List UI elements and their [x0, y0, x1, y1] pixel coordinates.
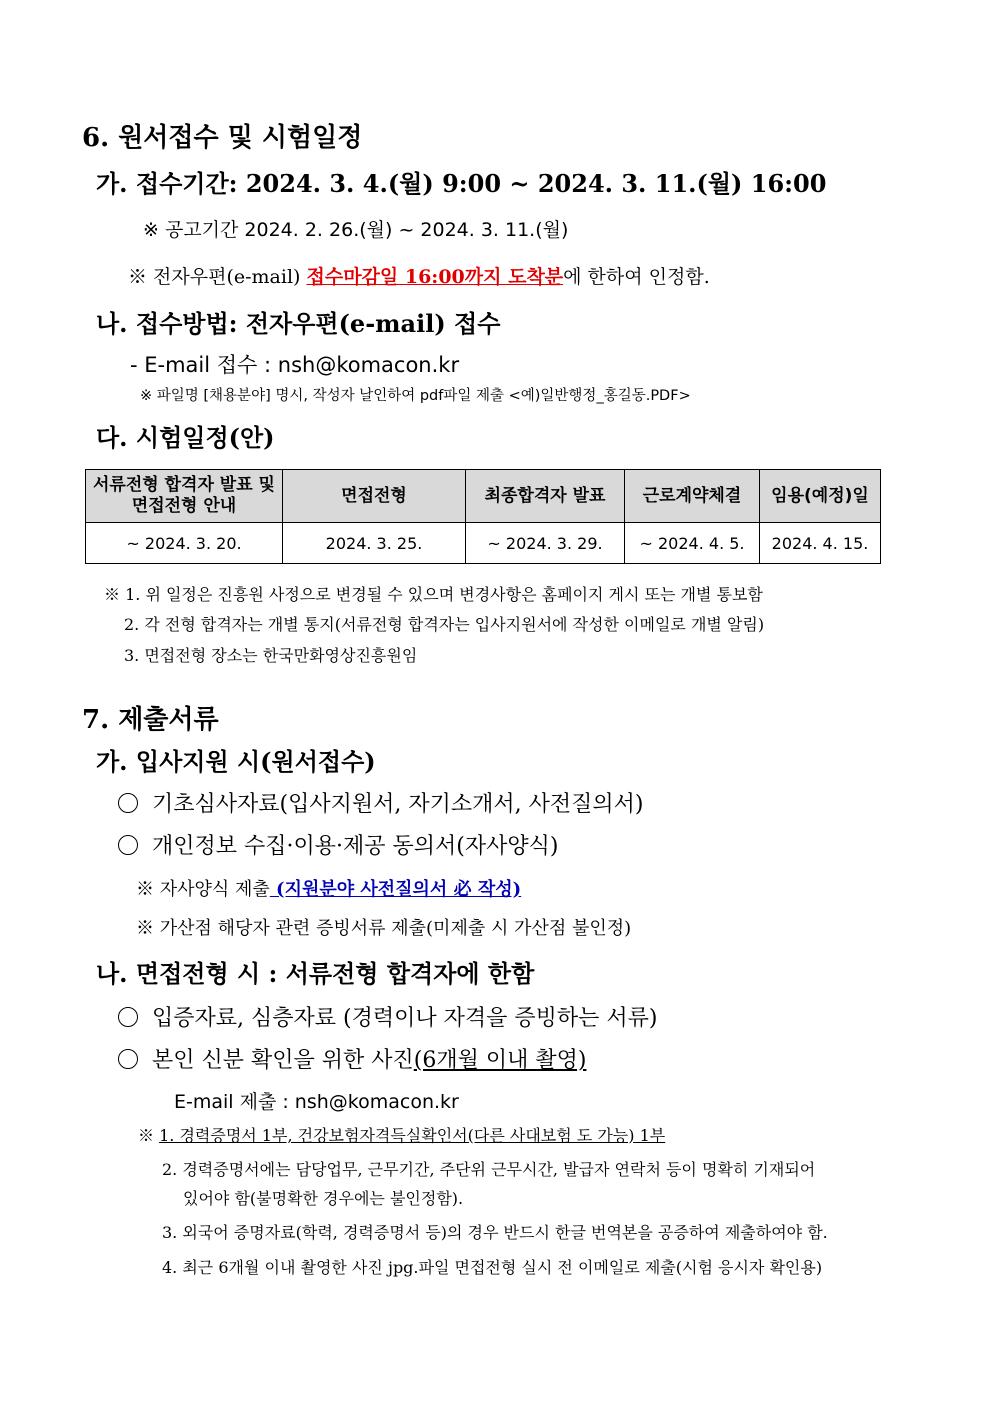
deadline-note-highlight: 접수마감일 16:00까지 도착분 [306, 266, 564, 288]
deadline-note-post: 에 한하여 인정함. [563, 266, 710, 288]
schedule-note-1: ※ 1. 위 일정은 진흥원 사정으로 변경될 수 있으며 변경사항은 홈페이지 게시 또는 개별 통보함 [104, 585, 763, 604]
circle-bullet-icon [118, 835, 138, 855]
deadline-note [128, 262, 710, 289]
filename-note: ※ 파일명 [채용분야] 명시, 작성자 날인하여 pdf파일 제출 <예)일반행정_홍길동.PDF> [140, 388, 691, 404]
circle-bullet-icon [118, 1049, 138, 1069]
table-cell: ~ 2024. 3. 29. [466, 523, 625, 564]
interview-doc-item-1-text: 입증자료, 심층자료 (경력이나 자격을 증빙하는 서류) [152, 1006, 658, 1031]
own-form-note-highlight: (지원분야 사전질의서 必 작성) [269, 879, 522, 900]
interview-note-1-text: 1. 경력증명서 1부, 건강보험자격득실확인서(다른 사대보험 도 가능) 1부 [159, 1126, 666, 1145]
table-header-cell: 최종합격자 발표 [466, 470, 625, 523]
interview-note-2b: 있어야 함(불명확한 경우에는 불인정함). [183, 1189, 464, 1208]
exam-schedule-title: 다. 시험일정(안) [96, 423, 275, 452]
application-doc-item-1 [118, 787, 643, 818]
table-header-cell: 근로계약체결 [625, 470, 760, 523]
table-cell: 2024. 3. 25. [283, 523, 466, 564]
interview-doc-item-2-text: 본인 신분 확인을 위한 사진 [152, 1048, 414, 1073]
interview-email-line: E-mail 제출 : nsh@komacon.kr [174, 1091, 459, 1113]
interview-note-3: 3. 외국어 증명자료(학력, 경력증명서 등)의 경우 반드시 한글 번역본을 공증하여 제출하여야 함. [162, 1223, 828, 1242]
interview-note-1-mark: ※ [138, 1126, 160, 1145]
email-address-line: - E-mail 접수 : nsh@komacon.kr [130, 353, 460, 377]
interview-doc-item-1 [118, 1001, 657, 1032]
interview-note-4: 4. 최근 6개월 이내 촬영한 사진 jpg.파일 면접전형 실시 전 이메일로 제출(시험 응시자 확인용) [162, 1258, 823, 1277]
table-header-row [86, 470, 881, 523]
deadline-note-pre: ※ 전자우편(e-mail) [128, 266, 307, 288]
application-doc-item-1-text: 기초심사자료(입사지원서, 자기소개서, 사전질의서) [152, 792, 644, 817]
application-period: 가. 접수기간: 2024. 3. 4.(월) 9:00 ~ 2024. 3. 11.(월) 16:00 [96, 169, 827, 198]
circle-bullet-icon [118, 793, 138, 813]
interview-docs-title: 나. 면접전형 시 : 서류전형 합격자에 한함 [96, 959, 535, 988]
own-form-note [136, 875, 521, 901]
exam-schedule-table [85, 469, 881, 564]
notice-period-note: ※ 공고기간 2024. 2. 26.(월) ~ 2024. 3. 11.(월) [143, 219, 569, 241]
table-cell: ~ 2024. 4. 5. [625, 523, 760, 564]
application-method: 나. 접수방법: 전자우편(e-mail) 접수 [96, 309, 501, 338]
table-cell: ~ 2024. 3. 20. [86, 523, 283, 564]
application-doc-item-2-text: 개인정보 수집·이용·제공 동의서(자사양식) [152, 834, 559, 859]
interview-doc-item-2-underlined: (6개월 이내 촬영) [413, 1048, 587, 1073]
table-header-cell: 서류전형 합격자 발표 및 면접전형 안내 [86, 470, 283, 523]
circle-bullet-icon [118, 1007, 138, 1027]
bonus-points-note: ※ 가산점 해당자 관련 증빙서류 제출(미제출 시 가산점 불인정) [136, 918, 632, 939]
schedule-note-2: 2. 각 전형 합격자는 개별 통지(서류전형 합격자는 입사지원서에 작성한 이메일로 개별 알림) [124, 615, 765, 634]
application-docs-title: 가. 입사지원 시(원서접수) [96, 747, 376, 776]
application-doc-item-2 [118, 829, 558, 860]
schedule-note-3: 3. 면접전형 장소는 한국만화영상진흥원임 [124, 646, 418, 665]
table-cell: 2024. 4. 15. [760, 523, 881, 564]
own-form-note-pre: ※ 자사양식 제출 [136, 879, 270, 900]
table-row [86, 523, 881, 564]
interview-note-1 [138, 1123, 665, 1146]
table-header-cell: 면접전형 [283, 470, 466, 523]
interview-doc-item-2 [118, 1043, 586, 1074]
interview-note-2a: 2. 경력증명서에는 담당업무, 근무기간, 주단위 근무시간, 발급자 연락처 등이 명확히 기재되어 [162, 1160, 816, 1179]
section-7-title: 7. 제출서류 [82, 705, 219, 735]
section-6-title: 6. 원서접수 및 시험일정 [82, 123, 363, 153]
table-header-cell: 임용(예정)일 [760, 470, 881, 523]
